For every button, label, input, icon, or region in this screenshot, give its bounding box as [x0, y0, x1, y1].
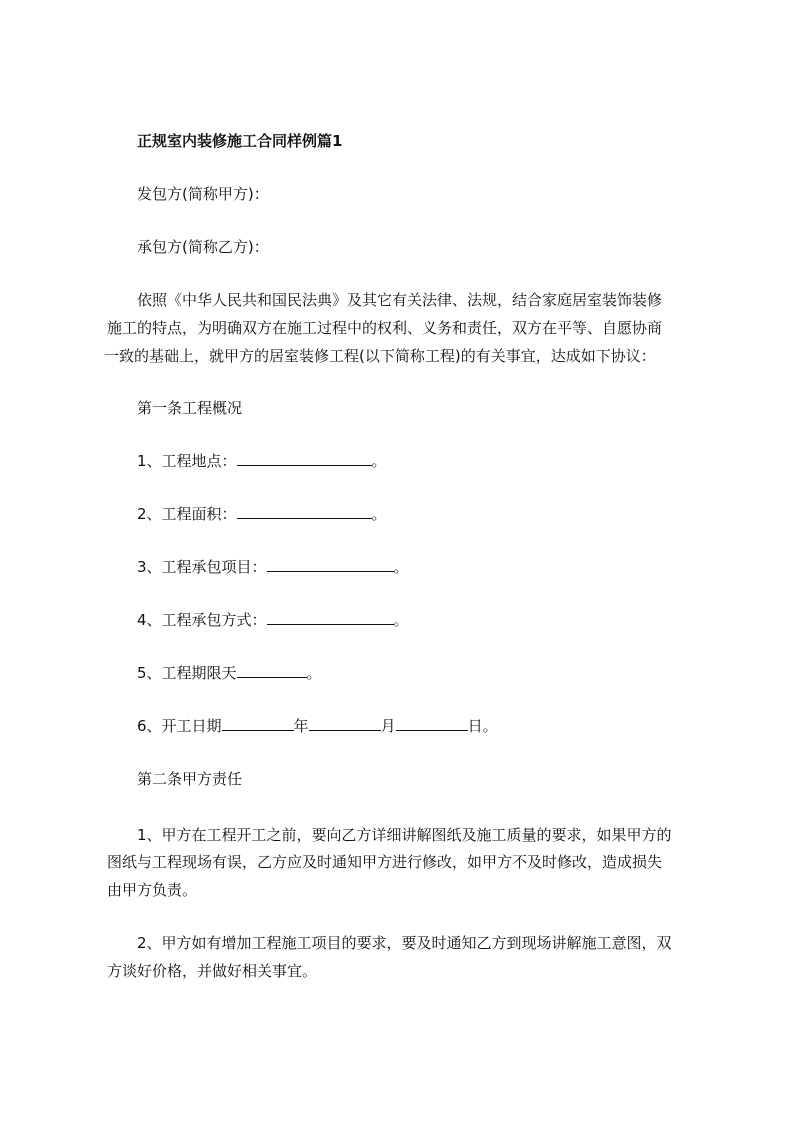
item-end: 。 — [393, 611, 409, 629]
fill-in-blank[interactable] — [237, 504, 372, 519]
article-2-heading: 第二条甲方责任 — [137, 770, 243, 788]
day-blank[interactable] — [396, 716, 468, 731]
article-1-item-6 — [137, 716, 498, 736]
fill-in-blank[interactable] — [267, 557, 394, 572]
fill-in-blank[interactable] — [267, 610, 394, 625]
fill-in-blank[interactable] — [237, 663, 307, 678]
paragraph-line: 图纸与工程现场有误，乙方应及时通知甲方进行修改，如甲方不及时修改，造成损失 — [107, 853, 663, 871]
document-title: 正规室内装修施工合同样例篇1 — [137, 132, 343, 150]
party-a-line: 发包方(简称甲方)： — [137, 185, 269, 203]
paragraph-line: 2、甲方如有增加工程施工项目的要求，要及时通知乙方到现场讲解施工意图，双 — [137, 934, 672, 952]
item-label: 5、工程期限天 — [137, 664, 237, 682]
intro-line-2: 施工的特点，为明确双方在施工过程中的权利、义务和责任，双方在平等、自愿协商 — [107, 319, 663, 337]
paragraph-line: 方谈好价格，并做好相关事宜。 — [107, 962, 318, 980]
article-1-item-5 — [137, 663, 322, 683]
item-label: 1、工程地点： — [137, 452, 237, 470]
party-b-line: 承包方(简称乙方)： — [137, 238, 269, 256]
item-label: 2、工程面积： — [137, 505, 237, 523]
paragraph-line: 由甲方负责。 — [107, 881, 198, 899]
article-1-item-4 — [137, 610, 409, 630]
item-end: 。 — [371, 452, 387, 470]
article-1-heading: 第一条工程概况 — [137, 399, 243, 417]
article-1-item-1 — [137, 451, 387, 471]
item-end: 。 — [371, 505, 387, 523]
item-end: 。 — [393, 558, 409, 576]
article-1-item-3 — [137, 557, 409, 577]
item-label: 4、工程承包方式： — [137, 611, 267, 629]
item-label: 3、工程承包项目： — [137, 558, 267, 576]
month-label: 月 — [380, 717, 396, 735]
paragraph-line: 1、甲方在工程开工之前，要向乙方详细讲解图纸及施工质量的要求，如果甲方的 — [137, 826, 672, 844]
year-blank[interactable] — [222, 716, 294, 731]
fill-in-blank[interactable] — [237, 451, 372, 466]
day-label: 日。 — [467, 717, 498, 735]
year-label: 年 — [293, 717, 309, 735]
item-end: 。 — [306, 664, 322, 682]
month-blank[interactable] — [309, 716, 381, 731]
intro-line-1: 依照《中华人民共和国民法典》及其它有关法律、法规，结合家庭居室装饰装修 — [137, 291, 663, 309]
intro-line-3: 一致的基础上，就甲方的居室装修工程(以下简称工程)的有关事宜，达成如下协议： — [104, 347, 656, 365]
item-label: 6、开工日期 — [137, 717, 222, 735]
article-1-item-2 — [137, 504, 387, 524]
